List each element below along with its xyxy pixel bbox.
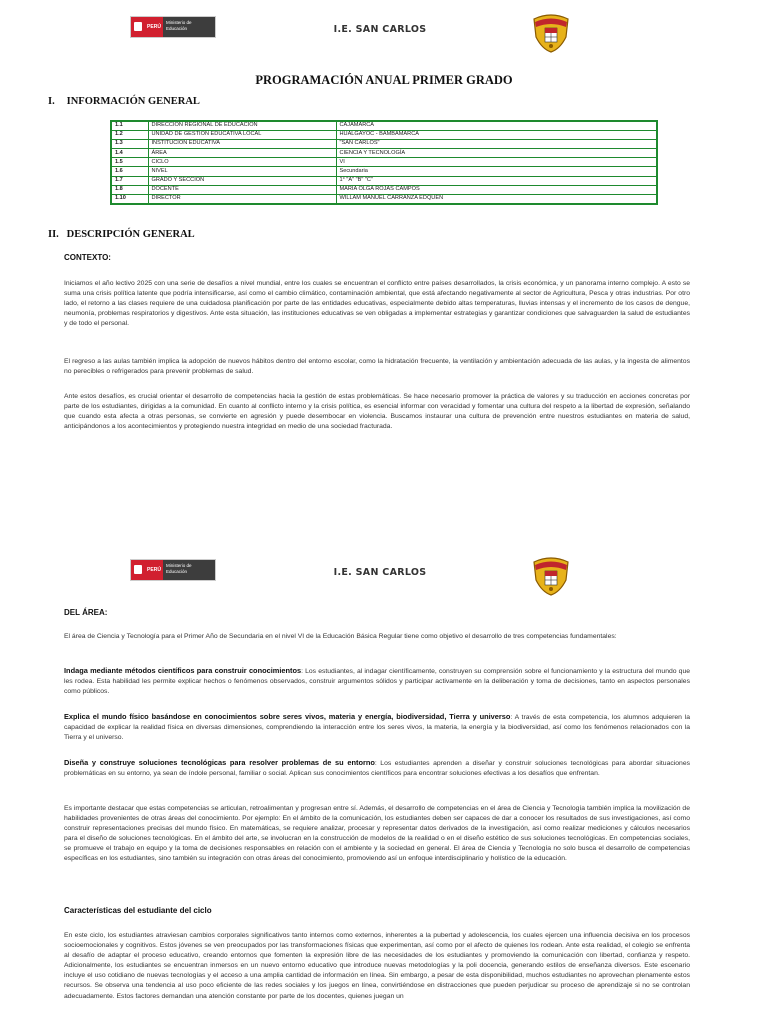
info-value: CAJAMARCA <box>336 121 657 130</box>
ministry-logo-text: Ministerio de Educación <box>163 17 215 37</box>
section-title: INFORMACIÓN GENERAL <box>66 96 200 107</box>
info-table-row <box>111 130 657 139</box>
info-table-row <box>111 185 657 194</box>
section-heading-info <box>48 96 200 107</box>
competency-paragraph <box>64 758 690 779</box>
info-table-row <box>111 176 657 185</box>
info-number: 1.3 <box>111 139 148 148</box>
info-value: VI <box>336 158 657 167</box>
ministry-logo-text: Ministerio de Educación <box>163 560 215 580</box>
competency-text: : Los estudiantes aprenden a diseñar y construir soluciones tecnológicas para abordar situaciones problemáticas en su entorno, ya sean de índole personal, familiar o social. Aplican sus conocimientos científicos para encontrar soluciones efectivas a los desafíos que enfrentan. <box>64 760 690 778</box>
info-table-row <box>111 158 657 167</box>
info-value: WILLAM MANUEL CARRANZA EDQUÉN <box>336 195 657 204</box>
students-paragraph: En este ciclo, los estudiantes atraviesan cambios corporales significativos tanto internos como externos, inherentes a la pubertad y adolescencia, los cuales ejercen una influencia decisiva en los procesos socioemocionales y cognitivos. Estos jóvenes se ven preocupados por las transformaciones físicas que experimentan, así como por el afecto de quienes los rodean. Ante esta realidad, el colegio se enfrenta al desafío de adaptar el proceso educativo, creando entornos que fomenten la expresión libre de las necesidades de los estudiantes y promoviendo la comunicación con libertad, confianza y respeto. Adicionalmente, los estudiantes se encuentran inmersos en un nuevo entorno educativo que introduce nuevas metodologías y la poli docencia, generando estilos de enseñanza diversos. Este escenario incluye el uso cotidiano de nuevas tecnologías y el acceso a una amplia cantidad de información en línea. Sin embargo, a pesar de esta disponibilidad, muchos estudiantes no aprovechan plenamente estos recursos. Se observa una tendencia al uso poco eficiente de las redes sociales y los juegos en línea, convirtiéndose en distracciones que pueden perjudicar su proceso de aprendizaje si no se controlan adecuadamente. Estos factores demandan una atención constante por parte de los docentes, quienes juegan un <box>64 932 690 1000</box>
ministry-logo <box>130 559 216 581</box>
info-label: ÁREA <box>148 149 336 158</box>
peru-shield-icon <box>131 17 145 37</box>
info-value: MARÍA OLGA ROJAS CAMPOS <box>336 185 657 194</box>
school-name: I.E. SAN CARLOS <box>333 567 427 578</box>
info-value: HUALGAYOC - BAMBAMARCA <box>336 130 657 139</box>
info-label: NIVEL <box>148 167 336 176</box>
section-title: DESCRIPCIÓN GENERAL <box>66 229 195 240</box>
info-value: CIENCIA Y TECNOLOGÍA <box>336 149 657 158</box>
page-header <box>0 556 768 600</box>
general-info-table <box>110 120 658 205</box>
info-table-row <box>111 121 657 130</box>
competency-title: Diseña y construye soluciones tecnológicas para resolver problemas de su entorno <box>64 758 375 767</box>
info-label: CICLO <box>148 158 336 167</box>
info-number: 1.2 <box>111 130 148 139</box>
info-label: DIRECCIÓN REGIONAL DE EDUCACIÓN <box>148 121 336 130</box>
section-number: I. <box>48 96 55 107</box>
peru-logo-text: PERÚ <box>145 560 163 580</box>
context-paragraph: Iniciamos el año lectivo 2025 con una serie de desafíos a nivel mundial, entre los cuales se encuentran el conflicto entre países desarrollados, la crisis económica, y un panorama interno complejo. A esto se suma una crisis política latente que podría intensificarse, así como el cambio climático, contaminación ambiental, que está afectando negativamente al sector de Agricultura, Pesca y otras industrias. Por otro lado, el retorno a las clases requiere de una cuidadosa planificación por parte de las entidades educativas, especialmente debido altas temperaturas, lluvias intensas y el incremento de los casos de dengue, neumonía, problemas respiratorios y digestivos. Ante esta situación, las instituciones educativas se ven obligadas a implementar estrategias y garantizar condiciones que salvaguarden la salud de estudiantes y de todo el personal. <box>64 280 690 328</box>
info-number: 1.4 <box>111 149 148 158</box>
section-number: II. <box>48 229 59 240</box>
info-table-row <box>111 167 657 176</box>
area-intro-paragraph: El área de Ciencia y Tecnología para el Primer Año de Secundaria en el nivel VI de la Educación Básica Regular tiene como objetivo el desarrollo de tres competencias fundamentales: <box>64 633 617 640</box>
ministry-logo <box>130 16 216 38</box>
competency-paragraph <box>64 712 690 743</box>
competency-paragraph <box>64 666 690 697</box>
context-heading: CONTEXTO: <box>64 253 111 262</box>
info-number: 1.1 <box>111 121 148 130</box>
document-title: PROGRAMACIÓN ANUAL PRIMER GRADO <box>255 73 513 87</box>
info-label: UNIDAD DE GESTIÓN EDUCATIVA LOCAL <box>148 130 336 139</box>
competency-text: : Los estudiantes, al indagar científicamente, construyen su comprensión sobre el funcionamiento y la estructura del mundo que les rodea. Esta habilidad les permite explicar hechos o fenómenos observados, construir argumentos sólidos y participar activamente en la deliberación y toma de decisiones, tanto en aspectos personales como públicos. <box>64 668 691 696</box>
info-label: DIRECTOR <box>148 195 336 204</box>
info-table-row <box>111 139 657 148</box>
info-number: 1.5 <box>111 158 148 167</box>
info-value: "SAN CARLOS" <box>336 139 657 148</box>
info-number: 1.7 <box>111 176 148 185</box>
integration-paragraph: Es importante destacar que estas competencias se articulan, retroalimentan y progresan entre sí. Además, el desarrollo de competencias en el área de Ciencia y Tecnología también implica la movilización de habilidades provenientes de otras áreas del conocimiento. Por ejemplo: En el ámbito de la comunicación, los estudiantes deben ser capaces de dar a conocer los resultados de sus investigaciones, así como construir representaciones precisas del mundo físico. En matemáticas, se requiere analizar, procesar y representar datos derivados de la investigación, así como realizar mediciones y cálculos necesarios para el diseño de soluciones tecnológicas. En el ámbito del arte, se involucran en la construcción de modelos de la realidad o en el diseño estético de sus soluciones tecnológicas. En competencias sociales, se promueve el trabajo en equipo y la toma de decisiones responsables en relación con el ambiente y la sociedad en general. El área de Ciencia y Tecnología no solo busca el desarrollo de competencias específicas en los estudiantes, sino también su integración con otras áreas del conocimiento, promoviendo así un enfoque interdisciplinario y holístico de la educación. <box>64 805 690 863</box>
school-crest-icon <box>530 556 572 596</box>
info-label: DOCENTE <box>148 185 336 194</box>
peru-shield-icon <box>131 560 145 580</box>
area-heading: DEL ÁREA: <box>64 608 108 617</box>
page-header <box>0 13 768 57</box>
context-paragraph: El regreso a las aulas también implica la adopción de nuevos hábitos dentro del entorno escolar, como la hidratación frecuente, la ventilación y ambientación adecuada de las aulas, y la ingesta de alimentos no perecibles o refrigerados para prevenir problemas de salud. <box>64 358 690 376</box>
section-heading-description <box>48 229 195 240</box>
context-paragraph: Ante estos desafíos, es crucial orientar el desarrollo de competencias hacia la gestión de estas problemáticas. Se hace necesario promover la práctica de valores y su traducción en acciones concretas por parte de los estudiantes, dirigidas a la comunidad. En cuanto al conflicto interno y la crisis política, es esencial informar con veracidad y fomentar una cultura del respeto a la libertad de expresión, señalando que cuando esta afecta a otras personas, se convierte en agresión y puede desembocar en violencia. Buscamos instaurar una cultura de prevención entre nuestros estudiantes en materia de salud, anticipándonos a los acontecimientos y protegiendo nuestra integridad en medio de una sociedad fracturada. <box>64 393 690 431</box>
info-number: 1.6 <box>111 167 148 176</box>
peru-logo-text: PERÚ <box>145 17 163 37</box>
info-value: Secundaria <box>336 167 657 176</box>
competency-title: Explica el mundo físico basándose en conocimientos sobre seres vivos, materia y energía, biodiversidad, Tierra y universo <box>64 712 511 721</box>
competency-text: : A través de esta competencia, los alumnos adquieren la capacidad de explicar la realidad física en diversas dimensiones, comprendiendo la interacción entre los seres vivos, la materia, la energía y la biodiversidad, así como los fenómenos relacionados con la Tierra y el universo. <box>64 714 690 742</box>
competency-title: Indaga mediante métodos científicos para construir conocimientos <box>64 666 302 675</box>
info-number: 1.8 <box>111 185 148 194</box>
info-table-row <box>111 149 657 158</box>
info-number: 1.10 <box>111 195 148 204</box>
info-label: GRADO Y SECCIÓN <box>148 176 336 185</box>
info-table-row <box>111 195 657 204</box>
info-value: 1° "A" "B" "C" <box>336 176 657 185</box>
students-heading: Características del estudiante del ciclo <box>64 906 212 915</box>
school-crest-icon <box>530 13 572 53</box>
info-label: INSTITUCIÓN EDUCATIVA <box>148 139 336 148</box>
school-name: I.E. SAN CARLOS <box>333 24 427 35</box>
